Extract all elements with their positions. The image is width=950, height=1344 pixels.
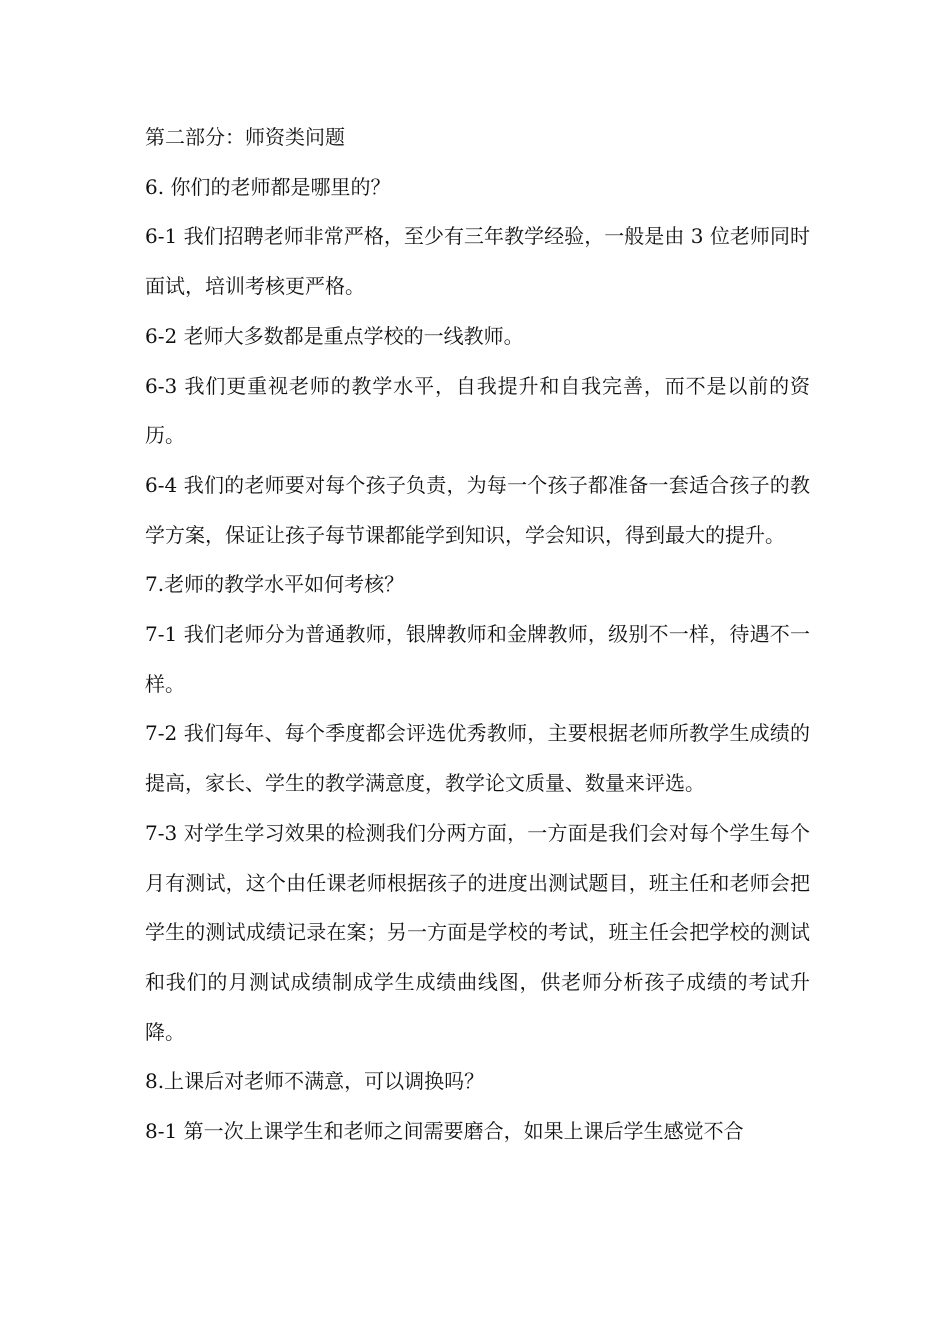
answer-7-3: 7-3 对学生学习效果的检测我们分两方面，一方面是我们会对每个学生每个月有测试，这个由任课老师根据孩子的进度出测试题目，班主任和老师会把学生的测试成绩记录在案；另一方面是学校的考试，班主任会把学校的测试和我们的月测试成绩制成学生成绩曲线图，供老师分析孩子成绩的考试升降。 xyxy=(145,820,810,1044)
answer-7-1: 7-1 我们老师分为普通教师，银牌教师和金牌教师，级别不一样，待遇不一样。 xyxy=(145,622,810,696)
answer-6-3: 6-3 我们更重视老师的教学水平，自我提升和自我完善，而不是以前的资历。 xyxy=(145,373,810,448)
question-6: 6. 你们的老师都是哪里的？ xyxy=(145,174,391,199)
answer-7-2: 7-2 我们每年、每个季度都会评选优秀教师，主要根据老师所教学生成绩的提高，家长、学生的教学满意度，教学论文质量、数量来评选。 xyxy=(145,721,810,796)
section-title: 第二部分：师资类问题 xyxy=(145,125,345,149)
answer-6-1: 6-1 我们招聘老师非常严格，至少有三年教学经验，一般是由 3 位老师同时面试，培训考核更严格。 xyxy=(145,224,810,299)
question-7: 7.老师的教学水平如何考核？ xyxy=(145,572,405,597)
answer-6-2: 6-2 老师大多数都是重点学校的一线教师。 xyxy=(145,323,524,348)
answer-6-4: 6-4 我们的老师要对每个孩子负责，为每一个孩子都准备一套适合孩子的教学方案，保证让孩子每节课都能学到知识，学会知识，得到最大的提升。 xyxy=(145,472,810,547)
document-body xyxy=(145,113,810,1157)
answer-8-1: 8-1 第一次上课学生和老师之间需要磨合，如果上课后学生感觉不合 xyxy=(145,1119,744,1144)
question-8: 8.上课后对老师不满意，可以调换吗？ xyxy=(145,1069,485,1094)
